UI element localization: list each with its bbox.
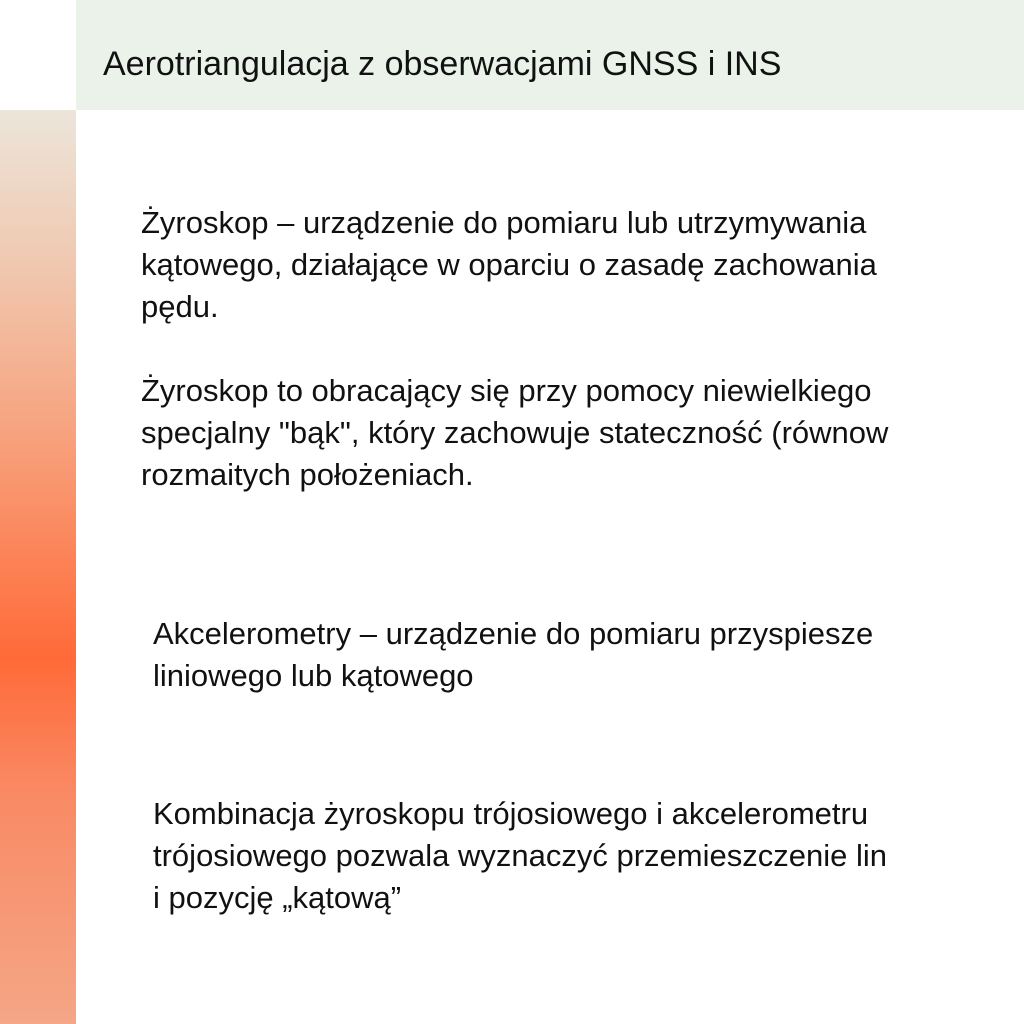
text-line: Żyroskop – urządzenie do pomiaru lub utrzymywania [141, 205, 867, 240]
side-gradient-bar [0, 110, 76, 1024]
slide-title: Aerotriangulacja z obserwacjami GNSS i INS [103, 45, 782, 83]
text-line: trójosiowego pozwala wyznaczyć przemieszczenie lin [153, 838, 887, 873]
text-line: liniowego lub kątowego [153, 658, 474, 693]
text-line: Akcelerometry – urządzenie do pomiaru przyspiesze [153, 616, 874, 651]
text-line: pędu. [141, 289, 219, 324]
text-line: Żyroskop to obracający się przy pomocy niewielkiego [141, 373, 872, 408]
gyroscope-definition-paragraph [141, 202, 877, 328]
text-line: kątowego, działające w oparciu o zasadę zachowania [141, 247, 877, 282]
combination-paragraph [153, 793, 887, 919]
text-line: rozmaitych położeniach. [141, 457, 474, 492]
accelerometer-definition-paragraph [153, 613, 873, 697]
text-line: Kombinacja żyroskopu trójosiowego i akcelerometru [153, 796, 869, 831]
text-line: specjalny "bąk", który zachowuje stateczność (równow [141, 415, 889, 450]
text-line: i pozycję „kątową” [153, 880, 402, 915]
gyroscope-description-paragraph [141, 370, 888, 496]
